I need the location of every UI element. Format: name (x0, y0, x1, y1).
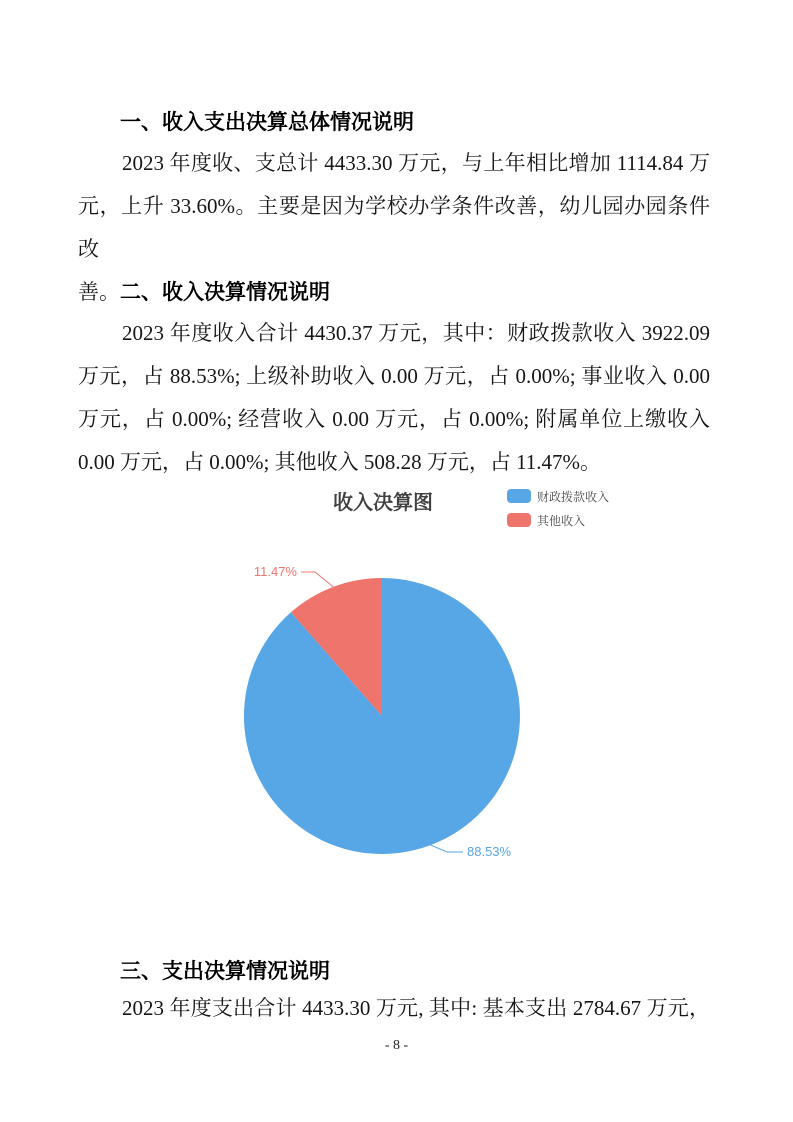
section-2-heading: 二、收入决算情况说明 (120, 281, 330, 304)
legend-item-other-income (507, 513, 609, 527)
section-3-paragraph (78, 987, 710, 1030)
paragraph-line: 善。 (78, 280, 120, 304)
callout-line-fiscal (431, 845, 463, 852)
legend-swatch-fiscal (507, 489, 531, 503)
section-2-paragraph (78, 312, 710, 484)
legend-label: 财政拨款收入 (537, 489, 610, 504)
legend-item-fiscal-income (507, 489, 609, 503)
paragraph-line: 2023 年度收入合计 4430.37 万元，其中：财政拨款收入 3922.09 (122, 321, 710, 345)
paragraph-line: 0.00 万元，占 0.00%; 其他收入 508.28 万元，占 11.47%。 (78, 450, 602, 474)
page-number: - 8 - (384, 1038, 409, 1053)
chart-legend (507, 489, 609, 527)
legend-swatch-other (507, 513, 531, 527)
legend-label: 其他收入 (537, 513, 586, 528)
chart-title: 收入决算图 (333, 492, 433, 514)
income-pie-chart (222, 556, 542, 876)
pie-label-fiscal-pct: 88.53% (467, 844, 512, 859)
section-1-heading: 一、收入支出决算总体情况说明 (120, 111, 414, 134)
pie-label-other-pct: 11.47% (253, 564, 297, 579)
paragraph-line: 万元，占 0.00%; 经营收入 0.00 万元，占 0.00%; 附属单位上缴收入 (78, 407, 710, 431)
paragraph-line: 2023 年度收、支总计 4433.30 万元，与上年相比增加 1114.84 万 (122, 151, 710, 175)
callout-line-other (301, 572, 333, 587)
paragraph-line: 2023 年度支出合计 4433.30 万元, 其中: 基本支出 2784.67 万元， (122, 996, 710, 1020)
paragraph-line: 万元，占 88.53%; 上级补助收入 0.00 万元，占 0.00%; 事业收入 0.00 (78, 364, 710, 388)
paragraph-line: 元，上升 33.60%。主要是因为学校办学条件改善，幼儿园办园条件改 (78, 194, 710, 261)
section-3-heading: 三、支出决算情况说明 (120, 960, 330, 983)
